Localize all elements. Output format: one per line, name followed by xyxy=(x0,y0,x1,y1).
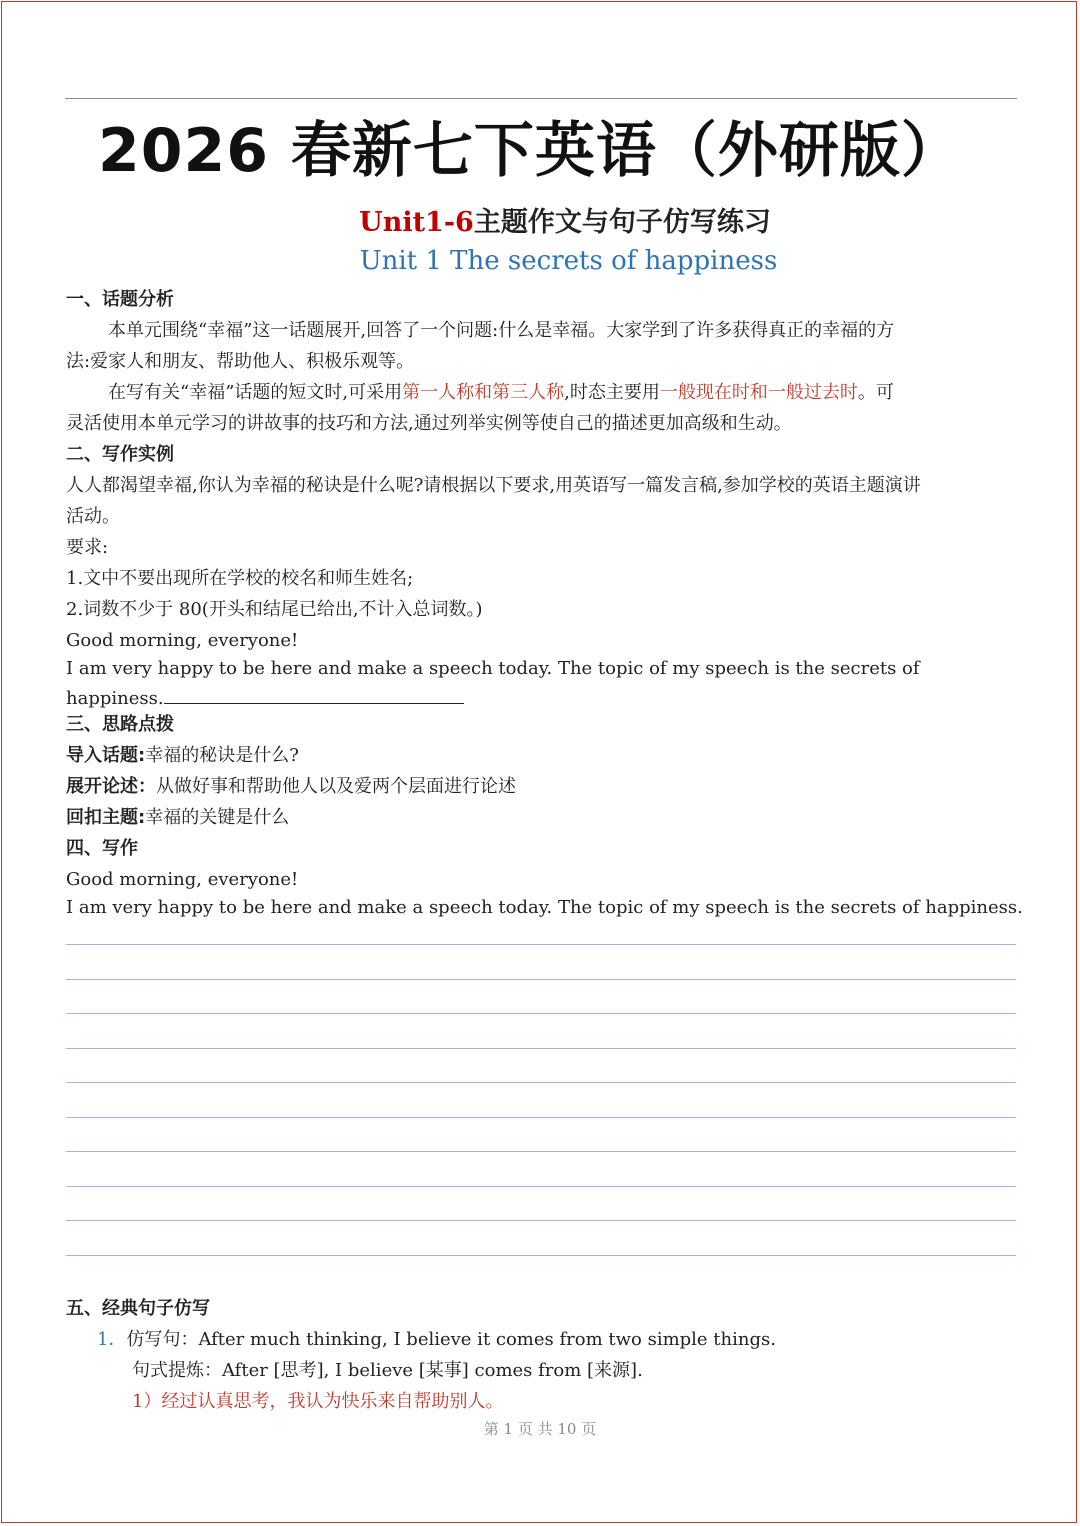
p2-highlight-tense: 一般现在时和一般过去时 xyxy=(659,382,858,403)
tip-introduce-topic xyxy=(66,744,299,768)
example-intro-line1: I am very happy to be here and make a speech today. The topic of my speech is the secrets of xyxy=(66,658,920,679)
answer-blank[interactable] xyxy=(164,685,464,704)
tip-text: 幸福的秘诀是什么? xyxy=(145,745,299,766)
p2-text-b: ,时态主要用 xyxy=(564,382,660,403)
pattern-text: After [思考], I believe [某事] comes from [来源]. xyxy=(222,1360,643,1381)
requirement-1: 1.文中不要出现所在学校的校名和师生姓名; xyxy=(66,568,414,589)
example-intro-end: happiness. xyxy=(66,688,164,709)
writing-line[interactable] xyxy=(66,1186,1016,1187)
writing-line[interactable] xyxy=(66,944,1016,945)
example-intro-line2 xyxy=(66,685,464,711)
writing-greeting: Good morning, everyone! xyxy=(66,869,299,890)
subtitle-text: 主题作文与句子仿写练习 xyxy=(473,207,771,238)
section2-heading: 二、写作实例 xyxy=(66,444,174,465)
writing-line[interactable] xyxy=(66,1048,1016,1049)
tip-label: 导入话题: xyxy=(66,745,146,766)
section1-paragraph2-line1 xyxy=(108,381,894,405)
writing-line[interactable] xyxy=(66,1117,1016,1118)
example-greeting: Good morning, everyone! xyxy=(66,630,299,651)
pattern-label: 句式提炼： xyxy=(132,1360,222,1381)
requirements-label: 要求: xyxy=(66,537,109,558)
tip-label: 展开论述： xyxy=(66,776,156,797)
p2-text-a: 在写有关“幸福”话题的短文时,可采用 xyxy=(108,382,403,403)
item-sentence: After much thinking, I believe it comes from two simple things. xyxy=(198,1329,776,1350)
imitation-item-1 xyxy=(97,1328,776,1352)
tip-return-to-theme xyxy=(66,806,289,830)
writing-line[interactable] xyxy=(66,1255,1016,1256)
section4-heading: 四、写作 xyxy=(66,838,138,859)
section3-heading: 三、思路点拨 xyxy=(66,714,174,735)
writing-line[interactable] xyxy=(66,979,1016,980)
section2-prompt-line2: 活动。 xyxy=(66,506,120,527)
writing-line[interactable] xyxy=(66,1013,1016,1014)
writing-line[interactable] xyxy=(66,1151,1016,1152)
writing-line[interactable] xyxy=(66,1082,1016,1083)
page-number: 第 1 页 共 10 页 xyxy=(483,1420,597,1438)
tip-label: 回扣主题: xyxy=(66,807,146,828)
item-label: 仿写句： xyxy=(126,1329,199,1350)
requirement-2: 2.词数不少于 80(开头和结尾已给出,不计入总词数。) xyxy=(66,599,483,620)
sentence-pattern xyxy=(132,1359,643,1383)
section1-paragraph2-line2: 灵活使用本单元学习的讲故事的技巧和方法,通过列举实例等使自己的描述更加高级和生动。 xyxy=(66,413,792,434)
unit-title: Unit 1 The secrets of happiness xyxy=(359,246,778,276)
p2-highlight-person: 第一人称和第三人称 xyxy=(402,382,565,403)
section5-heading: 五、经典句子仿写 xyxy=(66,1298,210,1319)
section1-paragraph1-line1: 本单元围绕“幸福”这一话题展开,回答了一个问题:什么是幸福。大家学到了许多获得真正的幸福的方 xyxy=(108,320,895,341)
writing-line[interactable] xyxy=(66,1220,1016,1221)
section1-paragraph1-line2: 法:爱家人和朋友、帮助他人、积极乐观等。 xyxy=(66,351,415,372)
tip-text: 幸福的关键是什么 xyxy=(145,807,290,828)
header-rule xyxy=(65,98,1017,99)
tip-develop-argument xyxy=(66,775,516,799)
subtitle xyxy=(0,200,1080,239)
section1-heading: 一、话题分析 xyxy=(66,289,174,310)
item-number: 1． xyxy=(97,1329,127,1350)
writing-intro: I am very happy to be here and make a speech today. The topic of my speech is the secrets of happiness. xyxy=(66,897,1023,918)
subtitle-unit-range: Unit1-6 xyxy=(359,207,474,238)
tip-text: 从做好事和帮助他人以及爱两个层面进行论述 xyxy=(156,776,516,797)
exercise-1: 1）经过认真思考，我认为快乐来自帮助别人。 xyxy=(132,1391,504,1412)
main-title: 2026 春新七下英语（外研版） xyxy=(98,116,962,186)
p2-text-c: 。可 xyxy=(857,382,894,403)
section2-prompt-line1: 人人都渴望幸福,你认为幸福的秘诀是什么呢?请根据以下要求,用英语写一篇发言稿,参加学校的英语主题演讲 xyxy=(66,475,921,496)
